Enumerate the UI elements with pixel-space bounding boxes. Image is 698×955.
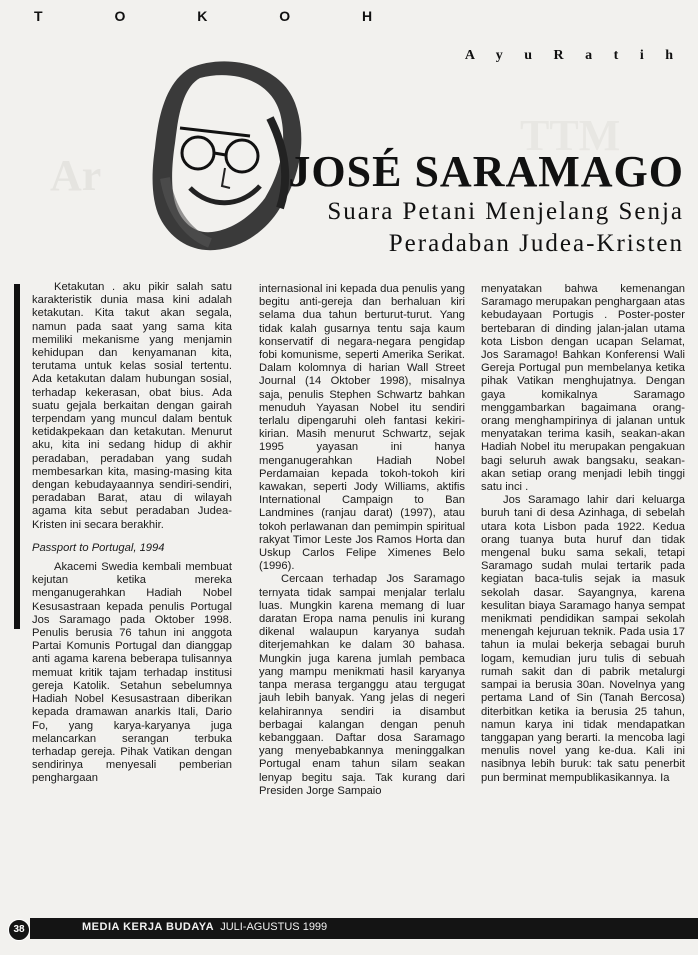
column-3: [481, 283, 685, 785]
body-paragraph: internasional ini kepada dua penulis yang begitu anti-gereja dan berhaluan kiri selama dua tahun berturut-turut. Yang tidak kalah gusarnya tentu saja kaum konservatif di negara-negara pengidap fobi komunisme, seperti Amerika Serikat. Dalam kolomnya di harian Wall Street Journal (14 Oktober 1998), misalnya saja, penulis Stephen Schwartz bahkan menuduh Yayasan Nobel itu sendiri terlalu dipengaruhi oleh fantasi kekiri-kirian. Masih menurut Schwartz, sejak 1995 yayasan ini hanya menganugerahkan Hadiah Nobel Perdamaian kepada tokoh-tokoh kiri kawakan, seperti Jody Williams, aktifis International Campaign to Ban Landmines (ranjau darat) (1997), atau tokoh perlawanan dan pemimpin spiritual rakyat Timor Leste Jos Ramos Horta dan Uskup Carlos Felipe Ximenes Belo (1996).: [259, 283, 465, 573]
footer-masthead: [82, 921, 327, 933]
column-2: [259, 283, 465, 798]
show-through-decoration: TTM: [520, 111, 621, 160]
section-rubric: T O K O H: [34, 8, 407, 24]
magazine-name: MEDIA KERJA BUDAYA: [82, 921, 215, 933]
body-paragraph: Akacemi Swedia kembali membuat kejutan ketika mereka menganugerahkan Hadiah Nobel Kesusastraan kepada penulis Portugal Jos Saramago pada Oktober 1998. Penulis berusia 76 tahun ini anggota Partai Komunis Portugal dan dianggap anti agama karena beberapa tulisannya memuat kritik tajam terhadap institusi gereja Katolik. Setahun sebelumnya Hadiah Nobel Kesusastraan diberikan kepada dramawan anarkis Itali, Dario Fo, yang karya-karyanya juga melancarkan serangan terbuka terhadap gereja. Pihak Vatikan dengan sendirinya menyesali pemberian penghargaan: [32, 561, 232, 785]
body-paragraph: menyatakan bahwa kemenangan Saramago merupakan penghargaan atas kebudayaan Portugis . Poster-poster bertebaran di dinding jalan-jalan utama kota Lisbon dengan ucapan Selamat, Jos Saramago! Bahkan Konferensi Wali Gereja Portugal pun membelanya ketika pihak Vatikan menghujatnya. Dengan gaya komikalnya Saramago menggambarkan bagaimana orang-orang menghampirinya di jalanan untuk menyatakan terima kasih, seakan-akan Hadiah Nobel itu merupakan pengakuan bagi seluruh awak bangsaku, seakan-akan setiap orang menjadi lebih tinggi satu inci .: [481, 283, 686, 494]
epigraph-rule: [14, 284, 20, 629]
page-number: 38: [8, 919, 30, 941]
author-byline: A y u R a t i h: [464, 48, 682, 63]
body-paragraph: Cercaan terhadap Jos Saramago ternyata tidak sampai menjalar terlalu luas. Mungkin karena memang di luar daratan Eropa nama penulis ini kurang dikenal walaupun karyanya sudah diterjemahkan ke dalam 30 bahasa. Mungkin juga karena jumlah pembaca yang mampu menikmati hasil karyanya tanpa merasa terganggu atau tergugat jauh lebih banyak. Yang jelas di negeri kelahirannya sendiri ia disambut berbagai kalangan dengan penuh kebanggaan. Daftar dosa Saramago yang menyebabkannya meninggalkan Portugal enam tahun silam seakan lenyap begitu saja. Tak kurang dari Presiden Jorge Sampaio: [259, 573, 465, 797]
body-paragraph: Jos Saramago lahir dari keluarga buruh tani di desa Azinhaga, di sebelah utara kota Lisbon pada 1922. Kedua orang tuanya buta huruf dan tidak mengenal buku sama sekali, tetapi Saramago sudah mulai tertarik pada kegiatan baca-tulis sejak ia masuk sekolah dasar. Sayangnya, karena kesulitan biaya Saramago hanya sempat menikmati pendidikan sampai sekolah menengah kejuruan teknik. Pada usia 17 tahun ia mulai bekerja sebagai buruh logam, kemudian juru tulis di sebuah rumah sakit dan di pabrik metalurgi sampai ia berusia 30an. Novelnya yang pertama Land of Sin (Tanah Bercosa) diterbitkan ketika ia berusia 25 tahun, namun karya ini tidak mendapatkan tanggapan yang berarti. Ia mencoba lagi menulis novel yang ke-dua. Kali ini nasibnya lebih buruk: tak satu penerbit pun berminat mempublikasikannya. Ia: [481, 494, 685, 784]
article-subtitle-line1: Suara Petani Menjelang Senja: [327, 198, 684, 225]
epigraph-source: Passport to Portugal, 1994: [32, 541, 165, 554]
column-1: [32, 281, 232, 786]
article-title: JOSÉ SARAMAGO: [288, 147, 684, 196]
epigraph-text: Ketakutan . aku pikir salah satu karakteristik dunia masa kini adalah ketakutan. Kita takut akan segala, namun pada saat yang sama kita memiliki mekanisme yang menjamin kehidupan dan kenyamanan kita, terutama untuk kelas sosial tertentu. Ada ketakutan dalam hubungan sosial, terhadap kekerasan, obat bius. Ada suatu gejala berkaitan dengan gairah terpendam yang muncul dalam bentuk ketidakpekaan dan ketakutan. Menurut aku, kita ini sedang hidup di akhir peradaban, peradaban yang sudah membesarkan kita, masing-masing kita dengan kebudayaannya sendiri-sendiri, peradaban Barat, atau di wilayah agama kita sebut peradaban Judea-Kristen ini secara berakhir.: [32, 281, 232, 531]
article-subtitle-line2: Peradaban Judea-Kristen: [388, 230, 684, 257]
show-through-decoration: Ar: [50, 151, 102, 200]
issue-date: JULI-AGUSTUS 1999: [220, 921, 328, 933]
